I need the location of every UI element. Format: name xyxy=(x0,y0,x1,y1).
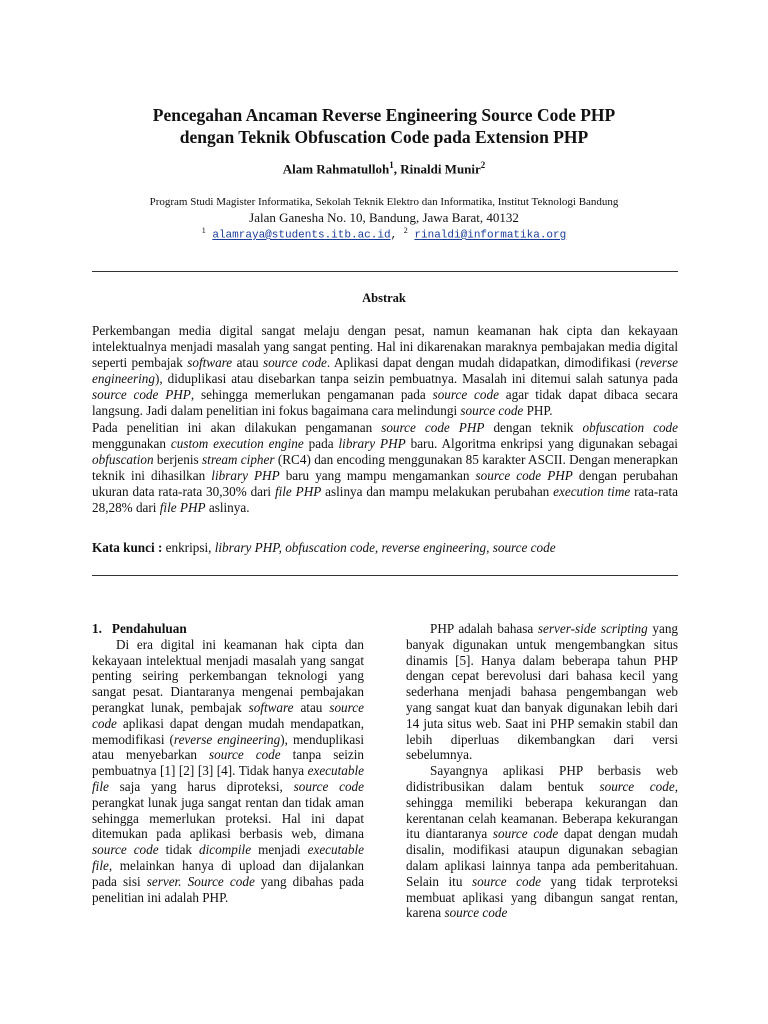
abstract-paragraph-1: Perkembangan media digital sangat melaju dengan pesat, namun keamanan hak cipta dan kekayaan intelektualnya menjadi masalah yang sangat penting. Hal ini dikarenakan maraknya pembajakan media digital seperti pembajak software atau source code. Aplikasi dapat dengan mudah didapatkan, dimodifikasi (reverse engineering), diduplikasi atau disebarkan tanpa seizin pembuatnya. Masalah ini ditemui salah satunya pada source code PHP, sehingga memerlukan pengamanan pada source code agar tidak dapat dibaca secara langsung. Jadi dalam penelitian ini fokus bagaimana cara melindungi source code PHP. xyxy=(92,323,679,419)
author-1-marker: 1 xyxy=(389,160,394,170)
authors xyxy=(60,160,708,177)
email-2-marker: 2 xyxy=(403,226,408,235)
keywords-label: Kata kunci : xyxy=(92,540,163,555)
emails xyxy=(60,226,708,242)
title-line-2: dengan Teknik Obfuscation Code pada Extension PHP xyxy=(179,127,589,147)
left-column xyxy=(92,621,364,905)
author-separator: , xyxy=(393,161,401,177)
section-number: 1. xyxy=(92,621,102,636)
keywords-plain: enkripsi, xyxy=(162,540,215,555)
email-1-link[interactable]: alamraya@students.itb.ac.id xyxy=(212,229,391,242)
author-2-marker: 2 xyxy=(480,160,486,170)
affiliation: Program Studi Magister Informatika, Sekolah Teknik Elektro dan Informatika, Institut Teknologi Bandung xyxy=(149,196,619,208)
author-1: Alam Rahmatulloh xyxy=(282,161,390,177)
section-heading xyxy=(92,621,364,637)
email-separator: , xyxy=(390,229,404,242)
title-line-1: Pencegahan Ancaman Reverse Engineering Source Code PHP xyxy=(152,105,616,125)
bottom-divider xyxy=(92,575,678,576)
email-2-link[interactable]: rinaldi@informatika.org xyxy=(414,229,567,242)
address: Jalan Ganesha No. 10, Bandung, Jawa Barat, 40132 xyxy=(249,210,519,225)
section-title: Pendahuluan xyxy=(111,621,187,636)
author-2: Rinaldi Munir xyxy=(400,161,481,177)
email-1-marker: 1 xyxy=(201,226,206,235)
keywords xyxy=(92,540,678,556)
right-column xyxy=(406,621,678,921)
abstract-paragraph-2: Pada penelitian ini akan dilakukan pengamanan source code PHP dengan teknik obfuscation code menggunakan custom execution engine pada library PHP baru. Algoritma enkripsi yang digunakan sebagai obfuscation berjenis stream cipher (RC4) dan encoding menggunakan 85 karakter ASCII. Dengan menerapkan teknik ini dihasilkan library PHP baru yang mampu mengamankan source code PHP dengan perubahan ukuran data rata-rata 30,30% dari file PHP aslinya dan mampu melakukan perubahan execution time rata-rata 28,28% dari file PHP aslinya. xyxy=(92,419,679,516)
intro-paragraph-2: PHP adalah bahasa server-side scripting yang banyak digunakan untuk mengembangkan situs dinamis [5]. Hanya dalam beberapa tahun PHP dengan cepat berevolusi dari bahasa kecil yang sederhana menjadi bahasa pengembangan web yang sangat kuat dan banyak digunakan lebih dari 14 juta situs web. Saat ini PHP semakin stabil dan lebih diperluas dikembangkan dari versi sebelumnya. xyxy=(406,621,679,763)
abstract-heading: Abstrak xyxy=(362,291,406,305)
abstract-body xyxy=(92,323,678,516)
top-divider xyxy=(92,271,678,272)
intro-paragraph-1: Di era digital ini keamanan hak cipta dan kekayaan intelektual menjadi masalah yang sangat penting seiring perkembangan teknologi yang sangat pesat. Diantaranya mengenai pembajakan perangkat lunak, pembajak software atau source code aplikasi dapat dengan mudah mendapatkan, memodifikasi (reverse engineering), menduplikasi atau menyebarkan source code tanpa seizin pembuatnya [1] [2] [3] [4]. Tidak hanya executable file saja yang harus diproteksi, source code perangkat lunak juga sangat rentan dan tidak aman sehingga memerlukan proteksi. Hal ini dapat ditemukan pada aplikasi berbasis web, dimana source code tidak dicompile menjadi executable file, melainkan hanya di upload dan dijalankan pada sisi server. Source code yang dibahas pada penelitian ini adalah PHP. xyxy=(92,636,365,905)
intro-paragraph-3: Sayangnya aplikasi PHP berbasis web didistribusikan dalam bentuk source code, sehingga memiliki beberapa kekurangan dan kerentanan celah keamanan. Beberapa kekurangan itu diantaranya source code dapat dengan mudah disalin, modifikasi ataupun digunakan sebagian dalam aplikasi lainnya tanpa ada pemberitahuan. Selain itu source code yang tidak terproteksi membuat aplikasi yang dibangun sangat rentan, karena source code xyxy=(406,763,678,921)
keywords-italic: library PHP, obfuscation code, reverse engineering, source code xyxy=(214,540,556,555)
paper-title xyxy=(60,104,708,148)
